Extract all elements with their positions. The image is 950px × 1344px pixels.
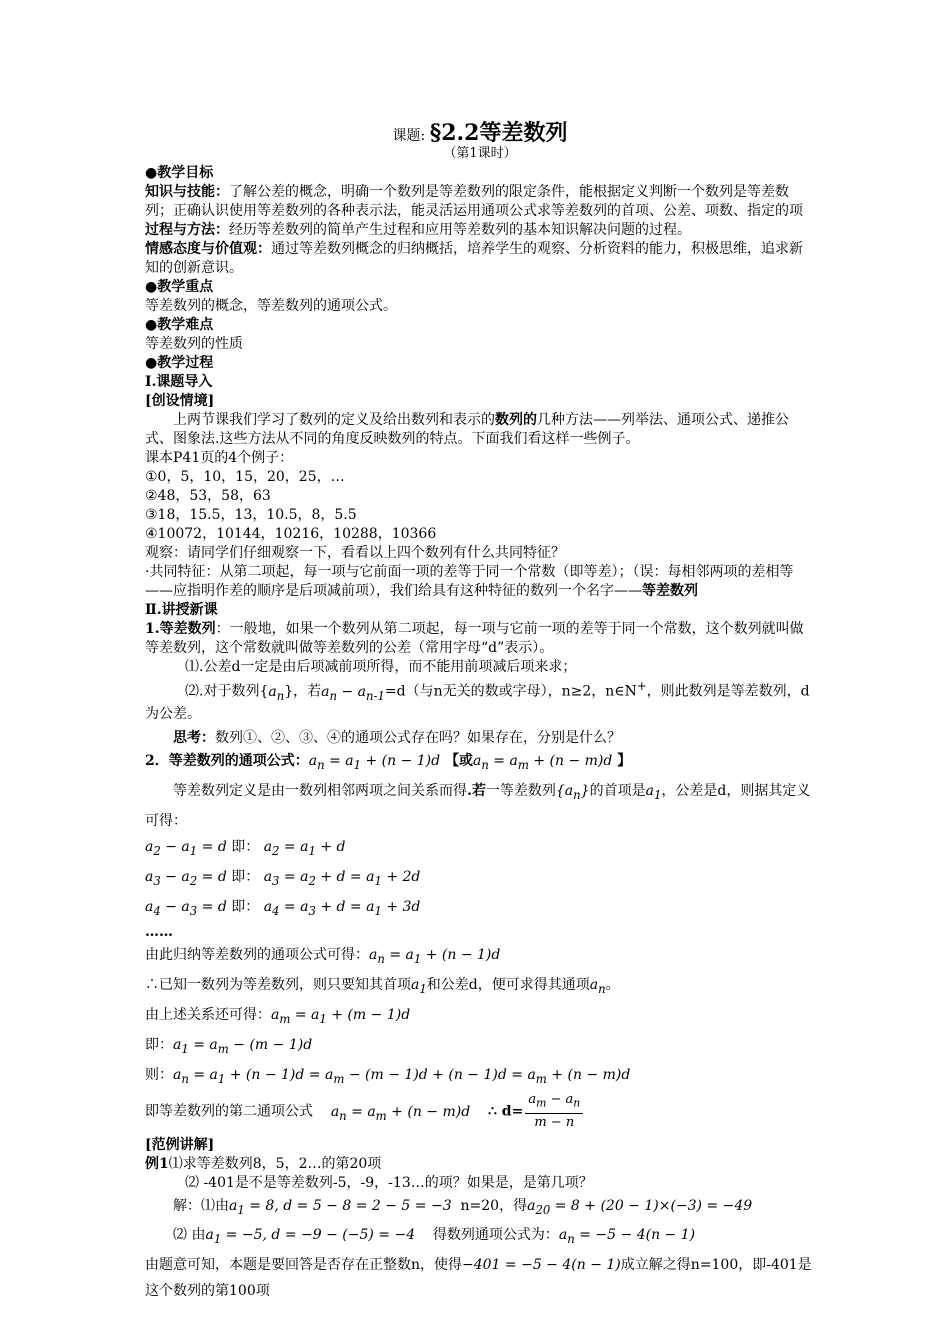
final-paragraph	[145, 1252, 815, 1304]
derive-paragraph	[145, 778, 815, 834]
sol2-formula: $a_n = -5 - 4(n - 1)$	[558, 1227, 696, 1247]
ze-line	[145, 1062, 815, 1092]
step1-right: $a_2 = a_1 + d$	[263, 839, 346, 858]
key-point-text: 等差数列的概念，等差数列的通项公式。	[145, 298, 397, 314]
step3-right: $a_4 = a_3 + d = a_1 + 3d$	[263, 898, 421, 918]
common-feature-bold: 等差数列	[642, 583, 698, 599]
part1-heading: Ⅰ.课题导入	[145, 374, 213, 390]
therefore-a1: $a_1$	[411, 977, 427, 997]
therefore-text-c: 。	[605, 977, 620, 994]
ze-text: 则：	[145, 1066, 173, 1083]
derive-text-a: 等差数列定义是由一数列相邻两项之间关系而得	[173, 783, 467, 800]
therefore-line	[145, 972, 815, 1002]
step3-left: $a_4 - a_3 = d$	[145, 898, 227, 918]
general-formula-line	[145, 748, 815, 778]
examples-heading: [范例讲解]	[145, 1136, 215, 1153]
second-formula-text: 即等差数列的第二通项公式	[145, 1103, 313, 1120]
sol2-label: ⑵ 由	[173, 1227, 206, 1244]
common-feature-paragraph	[145, 563, 815, 601]
step1-left: $a_2 - a_1 = d$	[145, 839, 227, 858]
part2-heading: Ⅱ.讲授新课	[145, 602, 218, 618]
intro-text-a: 上两节课我们学习了数列的定义及给出数列和表示的	[173, 412, 495, 428]
note2-plus: +	[636, 679, 647, 693]
note2-text-d: ，则此数列是等差数列，d 为公差。	[145, 683, 810, 723]
attitude-text: 通过等差数列概念的归纳概括，培养学生的观察、分析资料的能力，积极思维，追求新知的创新意识。	[145, 241, 803, 276]
knowledge-paragraph	[145, 183, 815, 221]
intro-text-b: 几种方法——列举法、通项公式、递推公式、图象法.这些方法从不同的角度反映数列的特点。下面我们看这样一些例子。	[145, 412, 789, 447]
sol2-math: $a_1 = -5$, d = −9 − (−5) = −4	[205, 1227, 416, 1247]
definition-paragraph	[145, 620, 815, 658]
attitude-paragraph	[145, 240, 815, 278]
formula-alt: $a_n = a_m + (n - m)d$	[472, 753, 613, 773]
example-sequence-4: ④10072，10144，10216，10288，10366	[145, 526, 437, 542]
therefore-an: $a_n$	[589, 977, 606, 997]
note2-math-an: $a_n$	[268, 683, 285, 703]
ellipsis: ……	[145, 924, 173, 941]
process-paragraph	[145, 221, 815, 240]
example-sequence-1: ①0，5，10，15，20，25，…	[145, 469, 345, 485]
derive-math-seq: $\{a_n\}$	[555, 783, 590, 803]
note2-text-b: }，若	[284, 683, 322, 700]
step1-ji: 即：	[231, 839, 260, 856]
process-text: 经历等差数列的简单产生过程和应用等差数列的基本知识解决问题的过程。	[229, 222, 691, 238]
ji2-text: 即：	[145, 1036, 173, 1053]
observe-question: 观察：请同学们仔细观察一下，看看以上四个数列有什么共同特征？	[145, 545, 565, 561]
solution-1	[145, 1193, 815, 1223]
formula-label: 2．等差数列的通项公式：	[145, 753, 309, 770]
step2-left: $a_3 - a_2 = d$	[145, 868, 227, 888]
final-text-a: 由题意可知，本题是要回答是否存在正整数n，使得	[145, 1257, 463, 1274]
sol1-result: $a_{20} = 8 + (20 - 1)\times(-3) = -49$	[527, 1197, 753, 1217]
knowledge-text: 了解公差的概念，明确一个数列是等差数列的限定条件，能根据定义判断一个数列是等差数列；正确认识使用等差数列的各种表示法，能灵活运用通项公式求等差数列的首项、公差、项数、指定的项	[145, 184, 803, 219]
derive-text-b: 一等差数列	[485, 783, 556, 800]
derive-step-2	[145, 864, 815, 894]
d-fraction: $\frac{a_m - a_n}{m - n}$	[525, 1091, 583, 1132]
think-text: 数列①、②、③、④的通项公式存在吗？如果存在，分别是什么？	[215, 730, 621, 747]
solution-2	[145, 1222, 815, 1252]
definition-text: ：一般地，如果一个数列从第二项起，每一项与它前一项的差等于同一个常数，这个数列就叫做等差数列，这个常数就叫做等差数列的公差（常用字母“d”表示）。	[145, 621, 804, 656]
induce-formula: $a_n = a_1 + (n - 1)d$	[369, 947, 501, 967]
goals-heading: ●教学目标	[145, 165, 214, 181]
common-feature-text: ·共同特征：从第二项起，每一项与它前面一项的差等于同一个常数（即等差）；（误：每相邻两项的差相等——应指明作差的顺序是后项减前项），我们给具有这种特征的数列一个名字——	[145, 564, 794, 599]
derive-math-a1: $a_1$	[645, 783, 662, 803]
think-paragraph	[145, 729, 815, 748]
second-formula-line	[145, 1091, 815, 1135]
note2-math-diff: $a_n - a_{n-1}$	[321, 683, 385, 703]
relation-formula: $a_m = a_1 + (m - 1)d$	[271, 1007, 411, 1026]
intro-paragraph	[145, 411, 815, 449]
ji2-formula: $a_1 = a_m - (m - 1)d$	[173, 1036, 313, 1056]
document-page	[145, 120, 815, 1304]
induce-text: 由此归纳等差数列的通项公式可得：	[145, 947, 369, 964]
definition-label: 1.等差数列	[145, 621, 216, 637]
formula-main: $a_n = a_1 + (n - 1)d$	[308, 753, 441, 773]
derive-text-d: ，公差是d，则据其定义可得：	[145, 783, 811, 830]
sol1-label: 解：⑴由	[173, 1197, 229, 1214]
difficulty-heading: ●教学难点	[145, 317, 214, 333]
step2-right: $a_3 = a_2 + d = a_1 + 2d$	[263, 868, 421, 888]
therefore-text-a: ∴已知一数列为等差数列，则只要知其首项	[145, 977, 411, 994]
process-label: 过程与方法：	[145, 222, 229, 238]
note2-text-c: =d（与n无关的数或字母），n≥2，n∈N	[384, 683, 637, 700]
textbook-line: 课本P41页的4个例子：	[145, 450, 294, 466]
derive-bold: .若	[467, 783, 486, 800]
scenario-heading: [创设情境]	[145, 393, 215, 409]
step2-ji: 即：	[231, 868, 260, 885]
ex1-q1: ⑴求等差数列8，5，2…的第20项	[168, 1155, 382, 1172]
intro-bold: 数列的	[495, 412, 537, 428]
ex1-label: 例1	[145, 1155, 169, 1172]
note-1: ⑴.公差d一定是由后项减前项所得，而不能用前项减后项来求；	[185, 659, 577, 675]
relation-line	[145, 1002, 815, 1032]
knowledge-label: 知识与技能：	[145, 184, 229, 200]
example-sequence-2: ②48，53，58，63	[145, 488, 271, 504]
final-equation: −401 = −5 − 4(n − 1)	[462, 1257, 621, 1274]
step3-ji: 即：	[231, 898, 260, 915]
think-label: 思考：	[173, 730, 215, 747]
d-eq-label: ∴ d=	[488, 1103, 524, 1120]
sol1-math: $a_1 = 8$, d = 5 − 8 = 2 − 5 = −3	[229, 1197, 452, 1217]
formula-alt-close: 】	[617, 753, 632, 770]
note-2	[145, 677, 815, 724]
lesson-title	[145, 120, 815, 146]
sol2-general: 得数列通项公式为：	[432, 1227, 559, 1244]
final-text-b: 成立解之得n=100，即-401是这个数列的第100项	[145, 1257, 812, 1300]
second-formula: $a_n = a_m + (n - m)d$	[330, 1103, 471, 1123]
difficulty-text: 等差数列的性质	[145, 336, 243, 352]
ex1-q1-line	[145, 1155, 815, 1174]
ze-formula: $a_n = a_1 + (n - 1)d = a_m - (m - 1)d + (n - 1)d = a_m + (n - m)d$	[173, 1066, 631, 1086]
title-prefix: 课题:	[392, 128, 426, 144]
note2-text-a: ⑵.对于数列{	[185, 683, 269, 700]
example-sequence-3: ③18，15.5，13，10.5，8，5.5	[145, 507, 357, 523]
induce-line	[145, 942, 815, 972]
title-main: §2.2等差数列	[429, 120, 568, 146]
lesson-subtitle: （第1课时）	[443, 146, 517, 161]
process-heading: ●教学过程	[145, 355, 214, 371]
therefore-text-b: 和公差d，便可求得其通项	[426, 977, 590, 994]
ex1-q2: ⑵ -401是不是等差数列-5，-9，-13…的项？如果是，是第几项？	[185, 1174, 593, 1191]
key-point-heading: ●教学重点	[145, 279, 214, 295]
ji2-line	[145, 1032, 815, 1062]
derive-step-3	[145, 894, 815, 924]
derive-text-c: 的首项是	[589, 783, 646, 800]
formula-alt-open: 【或	[444, 753, 473, 770]
attitude-label: 情感态度与价值观：	[145, 241, 271, 257]
derive-step-1	[145, 834, 815, 864]
sol1-n: n=20，得	[460, 1197, 528, 1214]
relation-text: 由上述关系还可得：	[145, 1007, 271, 1024]
